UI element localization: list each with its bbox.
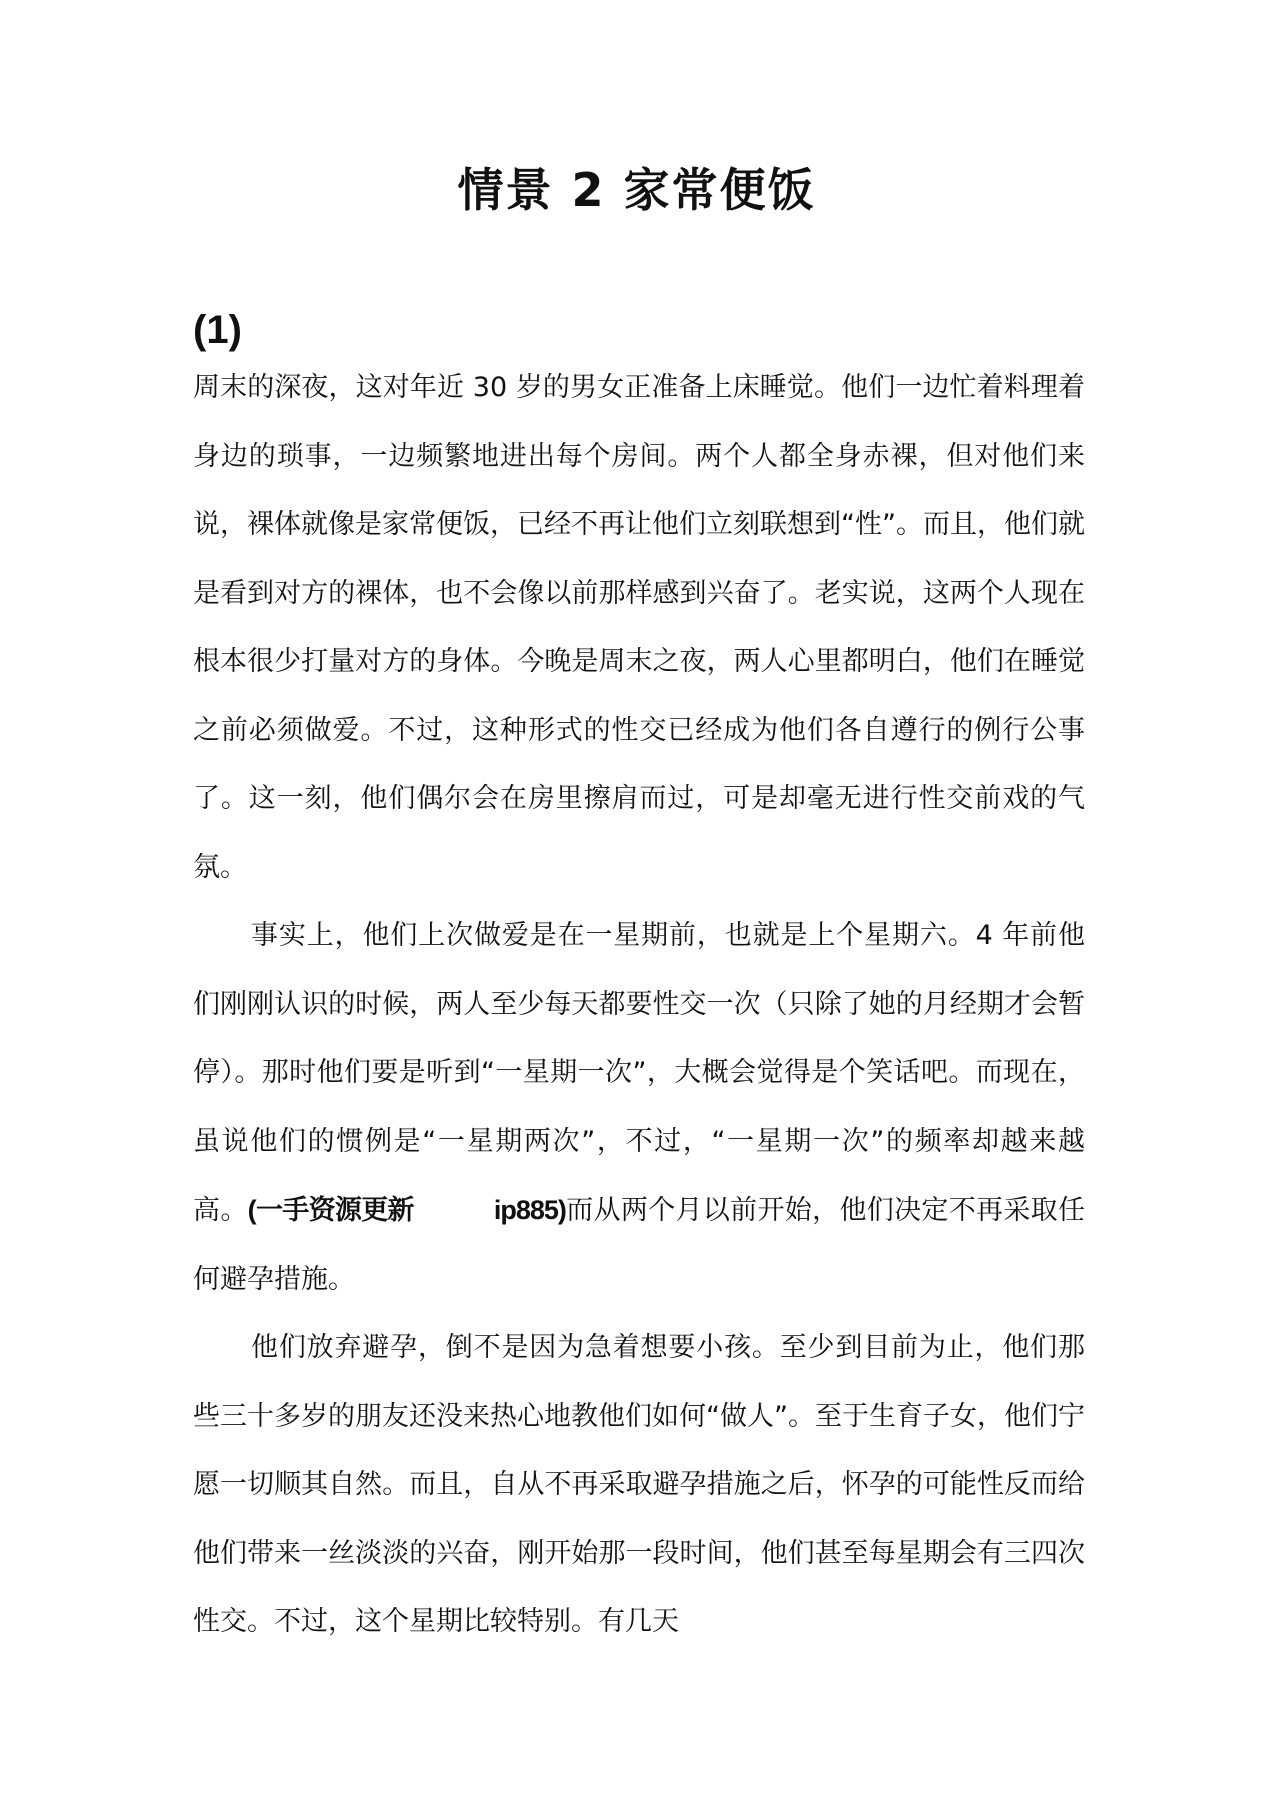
page-title: 情景 2 家常便饭 <box>457 163 816 217</box>
inline-note-part2: ip885) <box>493 1195 566 1225</box>
section-heading: (1) <box>193 308 242 352</box>
paragraph-2-text-before: 事实上，他们上次做爱是在一星期前，也就是上个星期六。4 年前他们刚刚认识的时候，两人至少每天都要性交一次（只除了她的月经期才会暂停）。那时他们要是听到“一星期一次”，大概会觉得是个笑话吧。而现在，虽说他们的惯例是“一星期两次”，不过，“一星期一次”的频率却越来越高。 <box>193 920 1085 1226</box>
paragraph-1: 周末的深夜，这对年近 30 岁的男女正准备上床睡觉。他们一边忙着料理着身边的琐事，一边频繁地进出每个房间。两个人都全身赤裸，但对他们来说，裸体就像是家常便饭，已经不再让他们立刻联想到“性”。而且，他们就是看到对方的裸体，也不会像以前那样感到兴奋了。老实说，这两个人现在根本很少打量对方的身体。今晚是周末之夜，两人心里都明白，他们在睡觉之前必须做爱。不过，这种形式的性交已经成为他们各自遵行的例行公事了。这一刻，他们偶尔会在房里擦肩而过，可是却毫无进行性交前戏的气氛。 <box>193 372 1085 883</box>
paragraph-2 <box>193 902 1085 1314</box>
body-text <box>193 354 1085 1657</box>
paragraph-2-text-after: 而从两个月以前开始，他们决定不再采取任何避孕措施。 <box>193 1195 1085 1295</box>
inline-note-part1: (一手资源更新 <box>247 1195 414 1225</box>
paragraph-3: 他们放弃避孕，倒不是因为急着想要小孩。至少到目前为止，他们那些三十多岁的朋友还没来热心地教他们如何“做人”。至于生育子女，他们宁愿一切顺其自然。而且，自从不再采取避孕措施之后，怀孕的可能性反而给他们带来一丝淡淡的兴奋，刚开始那一段时间，他们甚至每星期会有三四次性交。不过，这个星期比较特别。有几天 <box>193 1332 1085 1637</box>
